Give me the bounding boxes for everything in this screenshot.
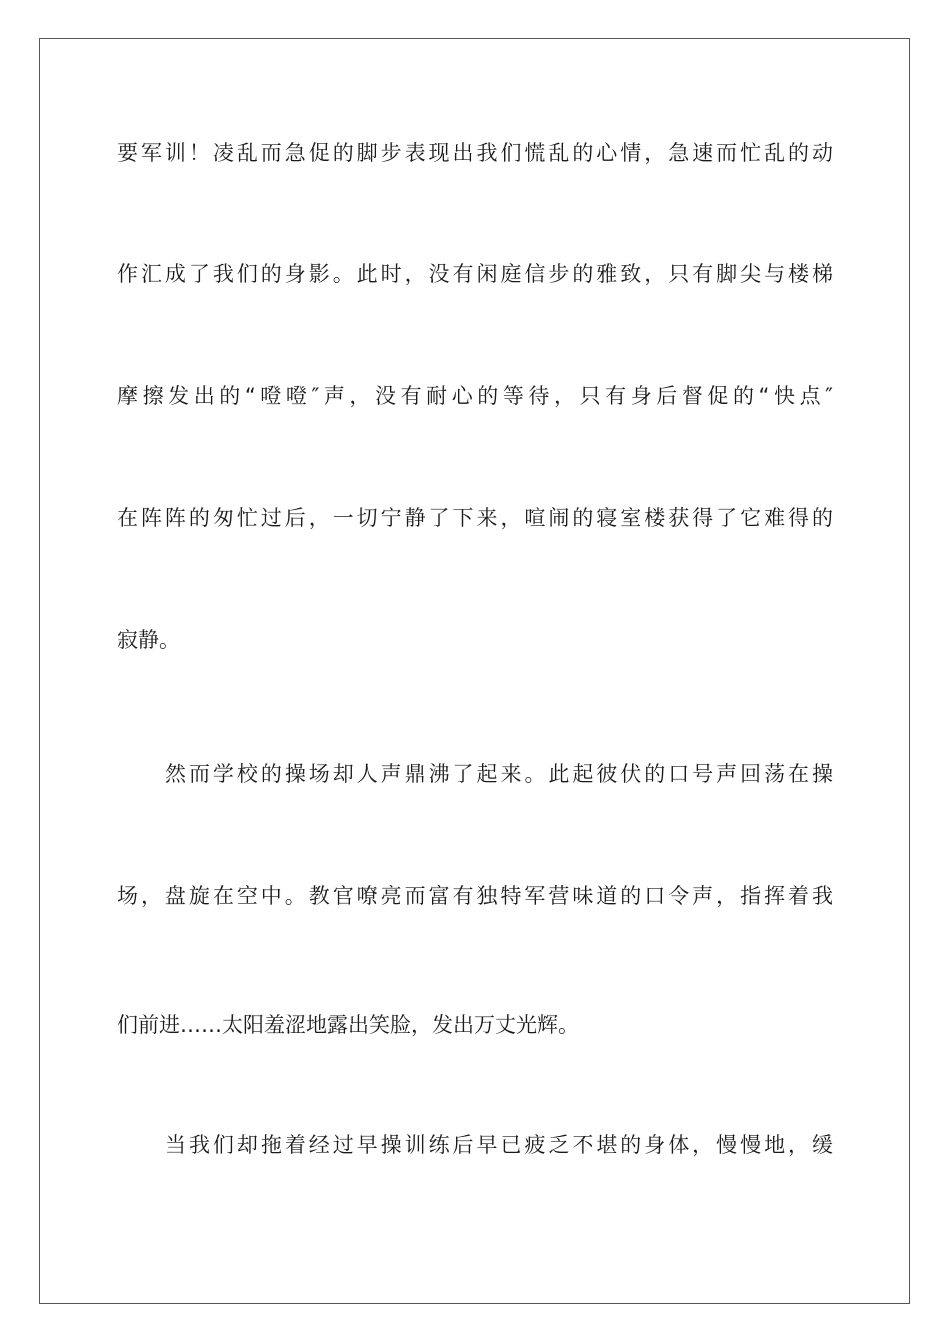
page-border bbox=[39, 38, 910, 1304]
paragraph-1-line-3: 摩擦发出的“噔噔″声，没有耐心的等待，只有身后督促的“快点″ bbox=[117, 384, 833, 408]
paragraph-2-line-2: 场，盘旋在空中。教官嘹亮而富有独特军营味道的口令声，指挥着我 bbox=[117, 884, 833, 908]
paragraph-2-line-3: 们前进……太阳羞涩地露出笑脸，发出万丈光辉。 bbox=[117, 1013, 579, 1037]
paragraph-3-line-1: 当我们却拖着经过早操训练后早已疲乏不堪的身体，慢慢地，缓 bbox=[165, 1133, 833, 1157]
paragraph-1-line-2: 作汇成了我们的身影。此时，没有闲庭信步的雅致，只有脚尖与楼梯 bbox=[117, 262, 833, 286]
paragraph-1-line-1: 要军训！凌乱而急促的脚步表现出我们慌乱的心情，急速而忙乱的动 bbox=[117, 141, 833, 165]
paragraph-1-line-4: 在阵阵的匆忙过后，一切宁静了下来，喧闹的寝室楼获得了它难得的 bbox=[117, 506, 833, 530]
paragraph-2-line-1: 然而学校的操场却人声鼎沸了起来。此起彼伏的口号声回荡在操 bbox=[165, 762, 833, 786]
paragraph-1-line-5: 寂静。 bbox=[117, 628, 180, 652]
